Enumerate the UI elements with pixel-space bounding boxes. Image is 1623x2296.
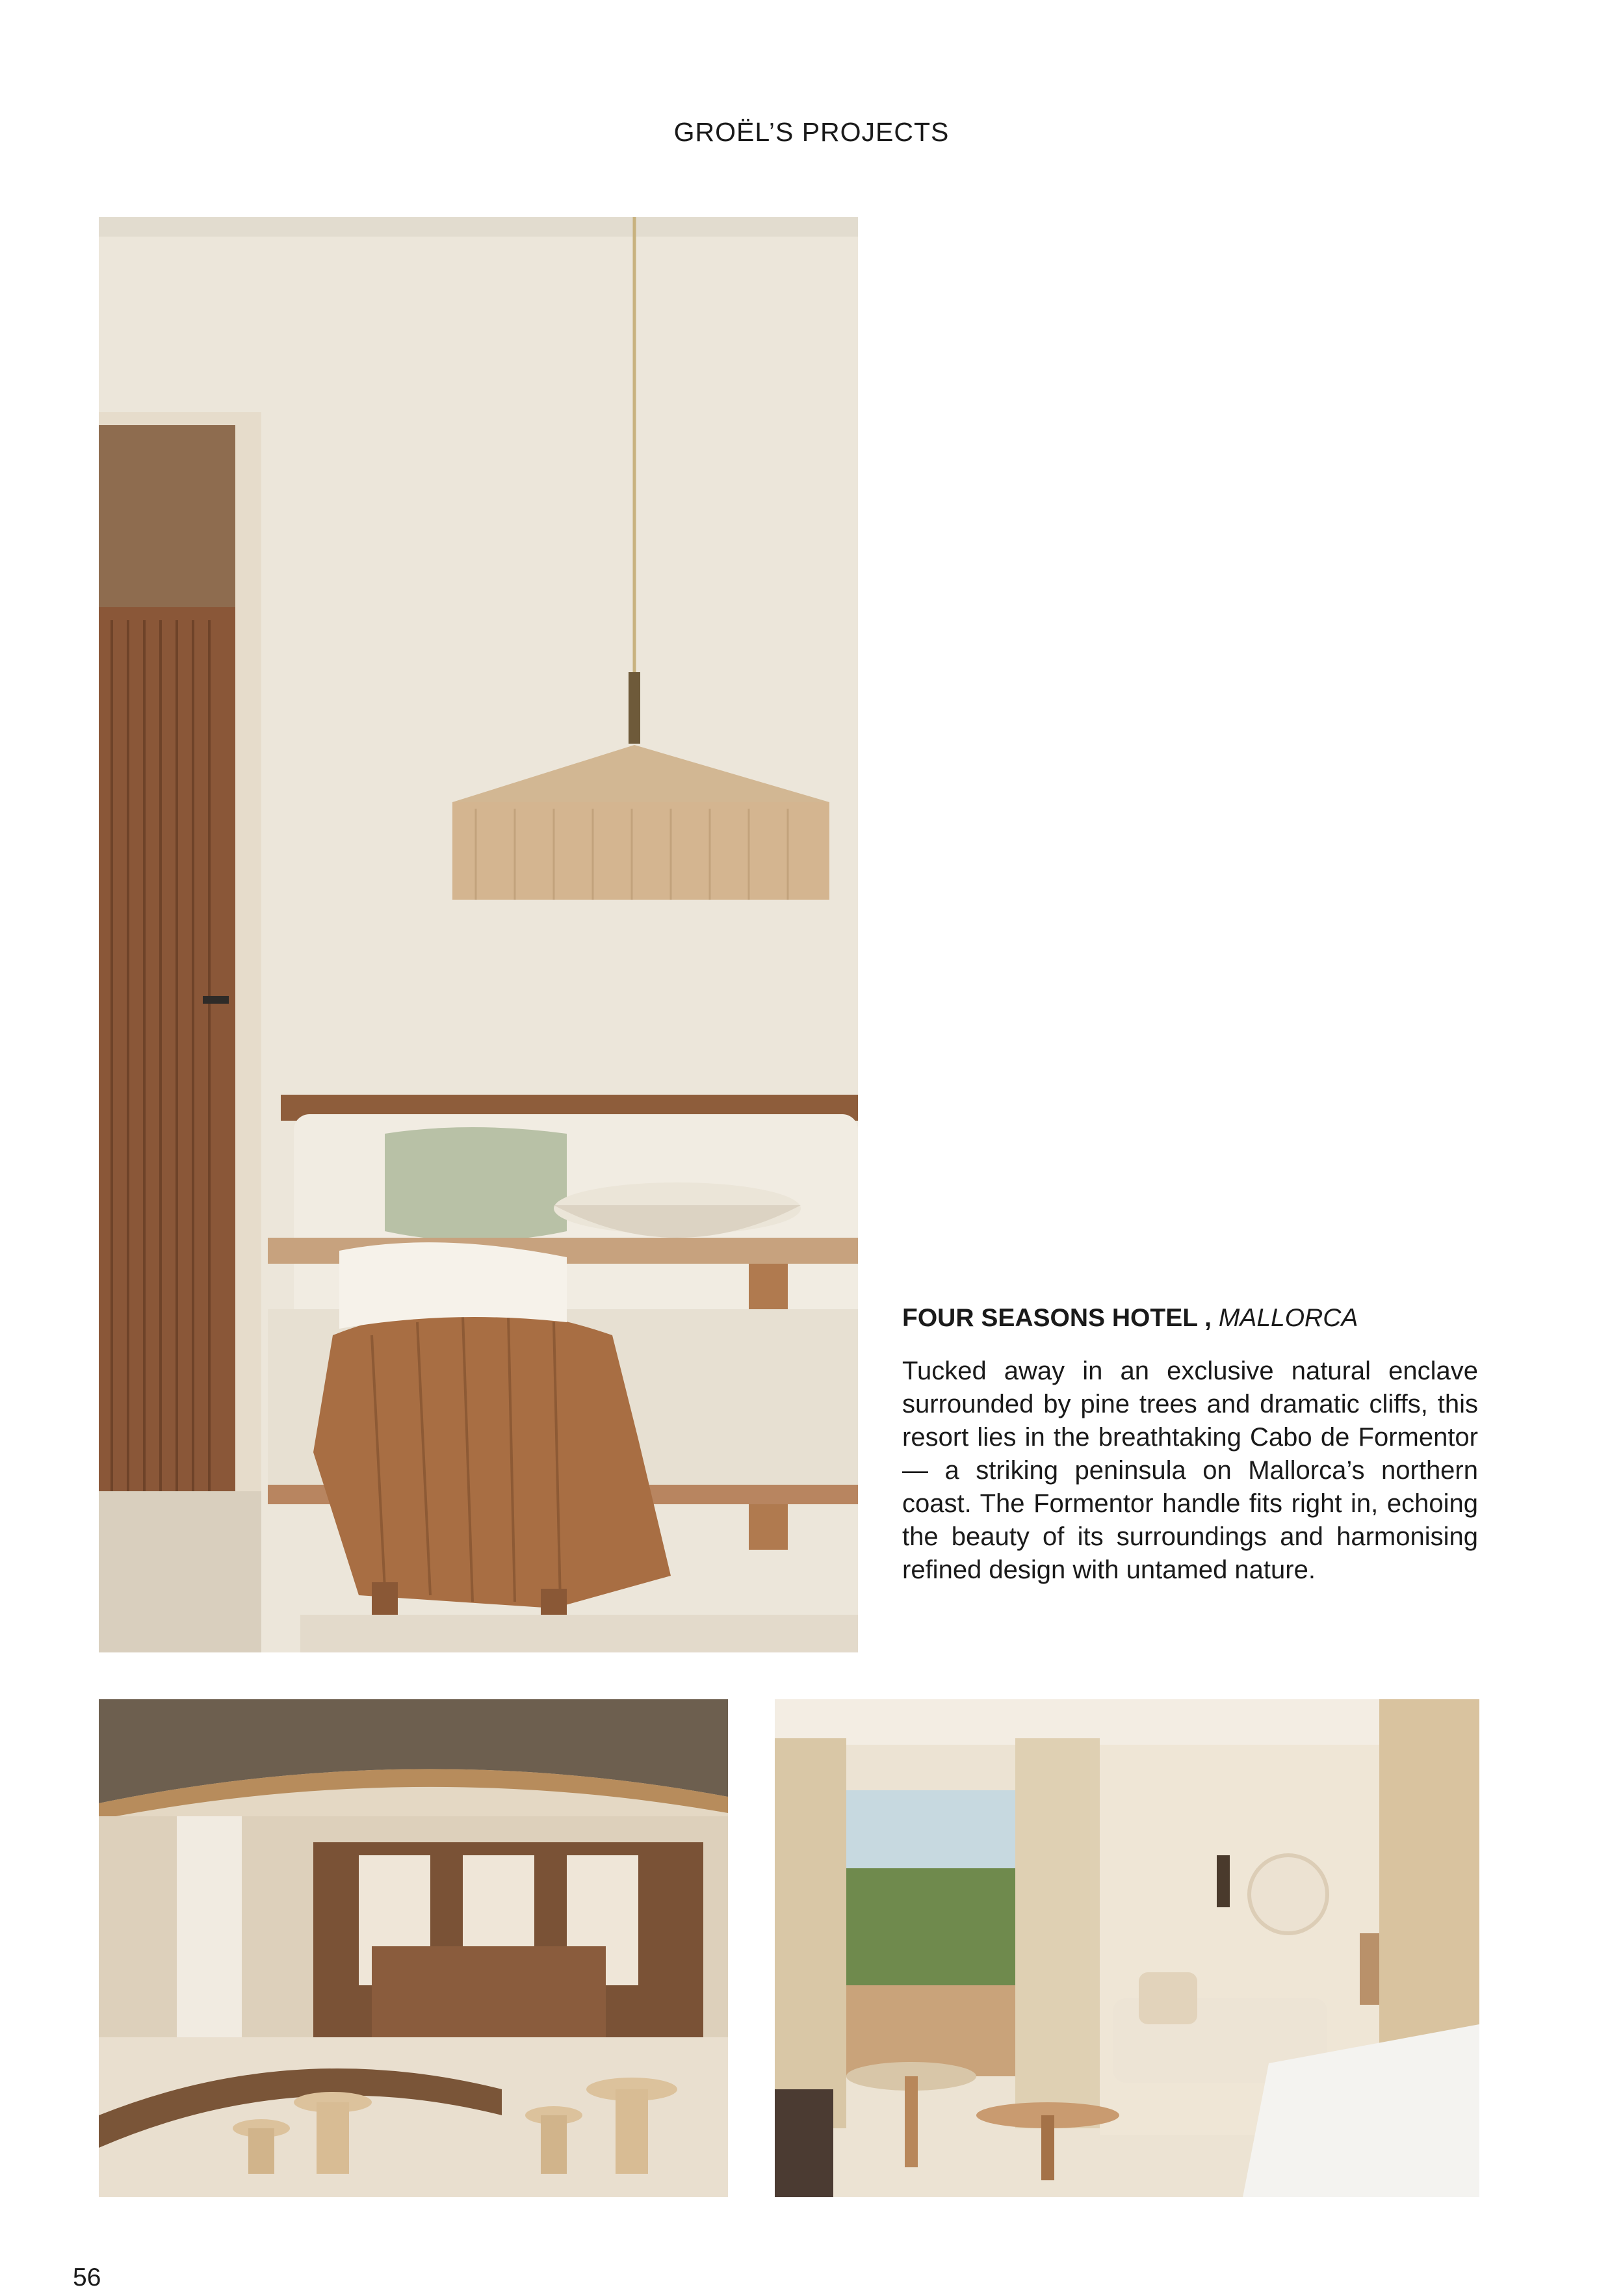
guest-room-illustration	[775, 1699, 1479, 2197]
running-title: GROËL’S PROJECTS	[673, 117, 950, 147]
lobby-photo	[99, 1699, 728, 2197]
hotel-location: MALLORCA	[1218, 1304, 1358, 1332]
main-interior-photo	[99, 217, 858, 1652]
article-title	[902, 1304, 1478, 1333]
page-number: 56	[73, 2263, 101, 2291]
guest-room-photo	[775, 1699, 1479, 2197]
article	[902, 1304, 1478, 1587]
article-body: Tucked away in an exclusive natural enclave surrounded by pine trees and dramatic cliffs, this resort lies in the breathtaking Cabo de Formentor — a striking peninsula on Mallorca’s northern coast. The Formentor handle fits right in, echoing the beauty of its surroundings and harmonising refined design with untamed nature.	[902, 1357, 1478, 1584]
running-header	[0, 117, 1623, 148]
hotel-name: FOUR SEASONS HOTEL ,	[902, 1304, 1212, 1332]
lobby-illustration	[99, 1699, 728, 2197]
main-interior-illustration	[99, 217, 858, 1652]
